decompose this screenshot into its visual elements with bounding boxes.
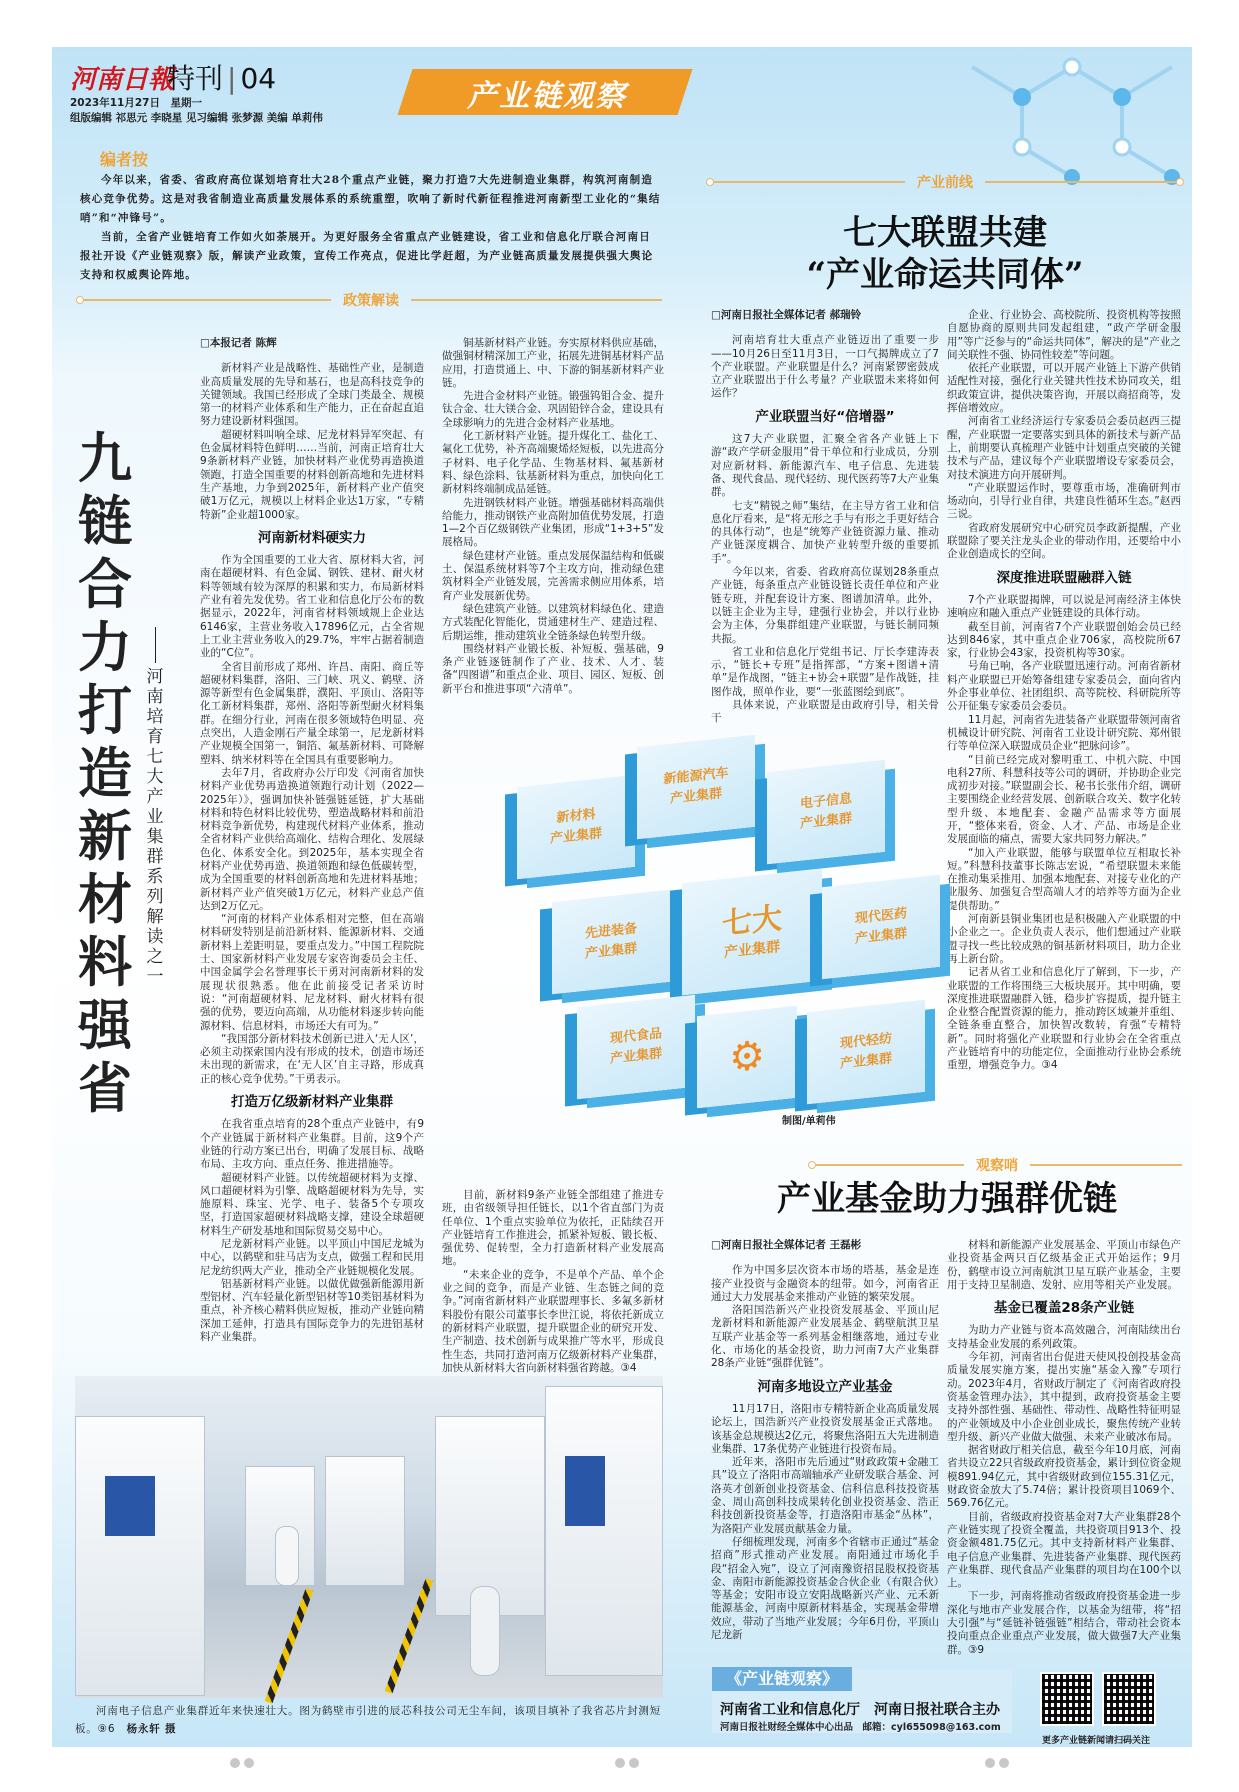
section-divider-policy (80, 292, 662, 308)
editor-note-paragraph: 当前，全省产业链培育工作如火如荼展开。为更好服务全省重点产业链建设，省工业和信息化厅联合河南日报社开设《产业链观察》版，解读产业政策，宣传工作亮点，促进比学赶超，为产业链高质量发展提供强大舆论支持和权威舆论阵地。 (80, 231, 654, 281)
qr-code[interactable] (1102, 1672, 1156, 1726)
paragraph: 超硬材料叫响全球、尼龙材料异军突起、有色金属材料特色鲜明……当前，河南正培育壮大9条新材料产业链，加快材料产业优势再造换道领跑，打造全国重要的材料创新高地和先进材料生产基地，力争到2025年，新材料产业产值突破1万亿元，规模以上材料企业达1万家，“专精特新”企业超1000家。 (200, 428, 424, 521)
paragraph: 尼龙新材料产业链。以平顶山中国尼龙城为中心，以鹤壁和驻马店为支点，做强工程和民用尼龙纺织两大产业，推动全产业链规模化发展。 (200, 1238, 424, 1277)
subheading: 河南多地设立产业基金 (757, 1378, 893, 1395)
paragraph: 绿色建材产业链。重点发展保温结构和低碳土、保温系统材料等7个主攻方向，推动绿色建筑材料全产业链发展，完善需求侧应用体系，培育产业发展新优势。 (442, 549, 664, 602)
column-banner: 产业链观察 (467, 79, 627, 114)
editor-note-paragraph: 今年以来，省委、省政府高位谋划培育壮大28个重点产业链，聚力打造7大先进制造业集群，构筑河南制造核心竞争优势。这是对我省制造业高质量发展体系的系统重塑，吹响了新时代新征程推进河南新型工业化的“集结哨”和“冲锋号”。 (80, 174, 661, 224)
paragraph: 号角已响，各产业联盟迅速行动。河南省新材料产业联盟已开始筹备组建专家委员会，面向省内外企事业单位、社团组织、高等院校、科研院所等公开征集专家委员会委员。 (947, 660, 1181, 713)
policy-column-1 (200, 337, 424, 1367)
subtitle-text: 河南培育七大产业集群系列解读之一 (146, 667, 164, 987)
paragraph: 11月17日，洛阳市专精特新企业高质量发展论坛上，国浩新兴产业投资发展基金正式落地。该基金总规模达2亿元，将聚焦洛阳五大先进制造业集群、17条优势产业链进行投资布局。 (711, 1402, 939, 1455)
paragraph: 今年以来，省委、省政府高位谋划28条重点产业链，每条重点产业链设链长责任单位和产业链专班，并配套设计方案、图谱加清单。此外，以链主企业为主导，建强行业协会，并以行业协会为主体，分集群组建产业联盟，与链长制同频共振。 (711, 566, 939, 645)
tile-label: 现代食品 (609, 1026, 662, 1047)
paragraph: 仔细梳理发现，河南多个省辖市正通过“基金招商”形式推动产业发展。南阳通过市场化手段“招金入宛”，设立了河南豫资招昆股权投资基金、南阳市新能源投资基金合伙企业（有限合伙）等基金；安阳市设立安阳战略新兴产业、元禾新能源基金，河南中原新材料基金，实现基金带增效应，带动了当地产业发展；今年6月份，平顶山尼龙新 (711, 1535, 939, 1642)
paragraph: 企业、行业协会、高校院所、投资机构等按照自愿协商的原则共同发起组建，“政产学研金服用”等广泛参与的“命运共同体”，解决的是“产业之间关联性不强、协同性较差”等问题。 (947, 309, 1181, 361)
paragraph: 下一步，河南将推动省级政府投资基金进一步深化与地市产业发展合作，以基金为纽带，将“招大引强”与“延链补链强链”相结合，带动社会资本投向重点企业重点产业发展，做大做强7大产业集群。③9 (947, 1590, 1181, 1656)
tile-label: 新材料 (556, 806, 596, 827)
tile-label: 现代医药 (854, 906, 907, 927)
tile-modern-food (577, 995, 695, 1099)
byline: □本报记者 陈辉 (200, 337, 277, 349)
frontline-headline (710, 212, 1180, 296)
paragraph: 围绕材料产业锻长板、补短板、强基础，9条产业链逐链制作了产业、技术、人才、装备“四图谱”和重点企业、项目、园区、短板、创新平台和推进事项“六清单”。 (442, 642, 664, 695)
center-label-big: 七大 (722, 900, 782, 943)
paragraph: 这7大产业联盟，汇聚全省各产业链上下游“政产学研金服用”骨干单位和行业成员，分别对应新材料、新能源汽车、电子信息、先进装备、现代食品、现代轻纺、现代医药等7大产业集群。 (711, 433, 939, 499)
paragraph: 为助力产业链与资本高效融合，河南陆续出台支持基金业发展的系列政策。 (947, 1324, 1181, 1350)
tile-new-energy-vehicles (637, 735, 755, 839)
policy-column-2-bottom (442, 1189, 664, 1374)
section-page-label: 特刊 | 04 (167, 62, 277, 95)
page-dots (615, 1758, 639, 1768)
tile-advanced-equipment (552, 890, 670, 994)
section-name: 特刊 (167, 62, 224, 95)
tile-label: 新能源汽车 (663, 765, 729, 788)
paragraph: 去年7月，省政府办公厅印发《河南省加快材料产业优势再造换道领跑行动计划（2022—2025年）》，强调加快补链强链延链，扩大基础材料和特色材料比较优势，塑造战略材料和前沿材料竞争新优势，构建现代材料产业体系，推动全省材料产业供给高端化、结构合理化、发展绿色化、体系安全化。到2025年，基本实现全省材料产业优势再造、换道领跑和绿色低碳转型，成为全国重要的材料创新高地和先进材料基地；新材料产业产值突破1万亿元，材料产业总产值达到2万亿元。 (200, 766, 424, 912)
paragraph: 作为全国重要的工业大省、原材料大省，河南在超硬材料、有色金属、钢铁、建材、耐火材料等领域有较为深厚的积累和实力，布局新材料产业有着先发优势。省工业和信息化厅公布的数据显示，2022年，河南省材料领域规上企业达6146家，主营业务收入17896亿元，占全省规上工业主营业务收入的29.7%，牢牢占据着制造业的“C位”。 (200, 554, 424, 660)
subheading: 基金已覆盖28条产业链 (993, 1300, 1135, 1317)
photo-credit: 杨永轩 摄 (126, 1723, 177, 1735)
page-dots (985, 1758, 1009, 1768)
section-divider-frontline (710, 174, 1180, 190)
section-label: 政策解读 (343, 293, 399, 309)
paragraph: “产业联盟运作时，要尊重市场，准确研判市场动向，引导行业自律，共建良性循环生态。”赵西三说。 (947, 481, 1181, 521)
observe-column-2 (947, 1239, 1181, 1659)
photo-caption (75, 1702, 665, 1738)
paragraph: 今年初，河南省出台促进天使风投创投基金高质量发展实施方案，提出实施“基金入豫”专项行动。2023年4月，省财政厅制定了《河南省政府投资基金管理办法》，其中提到，政府投资基金主要支持外部性强、基础性、带动性、战略性特征明显的产业领域及中小企业创业成长，聚焦传统产业转型升级、新兴产业做大做强、未来产业破冰布局。 (947, 1351, 1181, 1443)
tile-label: 产业集群 (609, 1046, 662, 1067)
page-dots (230, 1758, 254, 1768)
editor-note-title: 编者按 (100, 150, 149, 169)
paragraph: 依托产业联盟，可以开展产业链上下游产供销适配性对接，强化行业关键共性技术协同攻关，组织政策宣讲，提供决策咨询，开展以商招商等，发挥倍增效应。 (947, 362, 1181, 415)
paragraph: “目前已经完成对黎明重工、中机六院、中国电科27所、科慧科技等公司的调研，并协助企业完成初步对接。”联盟副会长、秘书长张伟介绍，调研主要围绕企业经营发展、创新联合攻关、数字化转型升级、本地配套、金融产品需求等方面展开，“整体来看，资金、人才、产品、市场是企业发展面临的痛点，需要大家共同努力解决。” (947, 753, 1181, 846)
tile-gears (697, 1006, 797, 1109)
editor-credits: 组版编辑 祁思元 李晓星 见习编辑 张梦源 美编 单莉伟 (70, 112, 323, 124)
paragraph: 11月起，河南省先进装备产业联盟带领河南省机械设计研究院、河南省工业设计研究院、郑州银行等单位深入联盟成员企业“把脉问诊”。 (947, 713, 1181, 753)
organizers: 河南省工业和信息化厅 河南日报社联合主办 (720, 1702, 1000, 1718)
tile-label: 先进装备 (584, 921, 637, 942)
paragraph: 七支“精锐之师”集结，在主导方省工业和信息化厅看来，是“将无形之手与有形之手更好结合的具体行动”，也是“统筹产业链资源力量、推动产业链深度耦合、加快产业转型升级的重要抓手”。 (711, 499, 939, 565)
section-label: 产业前线 (917, 175, 973, 191)
qr-code[interactable] (1040, 1672, 1094, 1726)
tile-label: 产业集群 (549, 826, 602, 847)
paragraph: 目前，新材料9条产业链全部组建了推进专班，由省级领导担任链长，以1个省直部门为责任单位、1个重点实验单位为依托，正陆续召开产业链培育工作推进会，抓紧补短板、锻长板、强优势、促转型，全力打造新材料产业发展高地。 (442, 1189, 664, 1268)
tile-seven-clusters (682, 869, 822, 996)
policy-subtitle (144, 627, 166, 987)
tile-label: 产业集群 (854, 926, 907, 947)
paragraph: “河南的材料产业体系相对完整，但在高端材料研发特别是前沿新材料、能源新材料、交通新材料上差距明显，要重点发力。”中国工程院院士、国家新材料产业发展专家咨询委员会主任、中国金属学会名誉理事长干勇对河南新材料的发展现状很熟悉。他在此前接受记者采访时说：“河南超硬材料、尼龙材料、耐火材料有很强的优势，要迈向高端，从功能材料逐步转向能源材料、信息材料，市场还大有可为。” (200, 913, 424, 1032)
paragraph: 洛阳国浩新兴产业投资发展基金、平顶山尼龙新材料和新能源产业发展基金、鹤壁航淇卫星互联产业基金等一系列基金相继落地，通过专业化、市场化的基金投资，助力河南7大产业集群28条产业链“强群优链”。 (711, 1304, 939, 1370)
paragraph: “我国部分新材料技术创新已进入‘无人区’，必须主动探索国内没有形成的技术，创造市场还未出现的新需求，在‘无人区’自主寻路，形成真正的核心竞争优势。”干勇表示。 (200, 1032, 424, 1085)
issue-date: 2023年11月27日 星期一 (70, 97, 202, 109)
paragraph: 全省目前形成了郑州、许昌、南阳、商丘等超硬材料集群，洛阳、三门峡、巩义、鹤壁、济源等新型有色金属集群，濮阳、平顶山、洛阳等化工新材料集群，郑州、洛阳等新型耐火材料集群。在细分行业，河南在很多领域特色明显、亮点突出，人造金刚石产量全球第一，尼龙新材料产业规模全国第一，铜箔、氟基新材料、可降解塑料、纳米材料等在全国具有重要影响力。 (200, 660, 424, 766)
tile-modern-textile (807, 1000, 925, 1104)
headline-line-1: 七大联盟共建 (843, 213, 1047, 253)
tile-label: 电子信息 (799, 791, 852, 812)
tile-electronic-info (767, 760, 885, 864)
observe-headline: 产业基金助力强群优链 (777, 1179, 1117, 1219)
paragraph: 铝基新材料产业链。以做优做强新能源用新型铝材、汽车轻量化新型铝材等10类铝基材料为重点，补齐核心精料供应短板，推动产业链向精深加工延伸，打造具有国际竞争力的先进铝基材料产业集群。 (200, 1277, 424, 1344)
cleanroom-photo (75, 1376, 663, 1698)
policy-headline: 九链合力打造新材料强省 (78, 426, 132, 1120)
producer-email: 河南日报社财经全媒体中心出品 邮箱：cyl655098@163.com (720, 1722, 1001, 1733)
paragraph: “加入产业联盟，能够与联盟单位互相取长补短。”科慧科技董事长陈志宏说，“希望联盟未来能在推动集采推用、加强本地配套、对接专业化的产业服务、加强复合型高端人才的培养等方面为企业提供帮助。” (947, 846, 1181, 912)
paragraph: 省工业和信息化厅党组书记、厅长李建涛表示，“链长+专班”是指挥部，“方案+图谱+清单”是作战图，“链主+协会+联盟”是作战链，挂图作战，照单作业，要“一张蓝图绘到底”。 (711, 645, 939, 698)
section-label: 观察哨 (976, 1158, 1018, 1174)
paragraph: 近年来，洛阳市先后通过“财政政策+金融工具”设立了洛阳市高端轴承产业研发联合基金、河洛英才创新创业投资基金、信科信息科技投资基金、周山高创科技成果转化创业投资基金、浩正科技创新投资基金等，打造洛阳市基金“丛林”，为洛阳产业发展贡献基金力量。 (711, 1456, 939, 1535)
page-number: 04 (240, 62, 277, 95)
tile-label: 产业集群 (669, 786, 722, 807)
paragraph: “未来企业的竞争，不是单个产品、单个企业之间的竞争，而是产业链、生态链之间的竞争。”河南省新材料产业联盟理事长、多氟多新材料股份有限公司董事长李世江说，将依托新成立的新材料产业联盟，提升联盟企业的研究开发、生产制造、技术创新与成果推广等水平，形成良性生态，共同打造河南万亿级新材料产业集群，加快从新材料大省向新材料强省跨越。③4 (442, 1268, 664, 1374)
column-tag: 《产业链观察》 (712, 1667, 852, 1691)
graphic-credit: 制图/单莉伟 (782, 1116, 836, 1127)
paragraph: 具体来说，产业联盟是由政府引导，相关骨干 (711, 699, 939, 725)
byline: □河南日报社全媒体记者 郝瑞铃 (711, 309, 862, 321)
byline: □河南日报社全媒体记者 王磊彬 (711, 1239, 862, 1251)
paragraph: 7个产业联盟揭牌，可以说是河南经济主体快速响应和融入重点产业链建设的具体行动。 (947, 593, 1181, 620)
newspaper-logo: 河南日報 (70, 65, 175, 95)
frontline-column-1 (711, 309, 939, 725)
paragraph: 河南省工业经济运行专家委员会委员赵西三提醒，产业联盟一定要落实到具体的新技术与新产品上，前期要认真梳理产业链中计划重点突破的关键技术与产品，建议每个产业联盟增设专家委员会，对技术演进方向开展研判。 (947, 415, 1181, 481)
center-label: 产业集群 (724, 939, 780, 961)
paragraph: 作为中国多层次资本市场的塔基，基金是连接产业投资与金融资本的纽带。如今，河南省正通过大力发展基金来推动产业链的繁荣发展。 (711, 1264, 939, 1303)
paragraph: 先进合金材料产业链。锻强钨钼合金、提升钛合金、壮大镁合金、巩固铅锌合金，建设具有全球影响力的先进合金材料产业基地。 (442, 390, 664, 429)
frontline-column-2 (947, 309, 1181, 1119)
paragraph: 在我省重点培育的28个重点产业链中，有9个产业链属于新材料产业集群。目前，这9个产业链的行动方案已出台，明确了发展目标、战略布局、主攻方向、重点任务、推进措施等。 (200, 1118, 424, 1171)
paragraph: 省政府发展研究中心研究员李政新提醒，产业联盟除了要关注龙头企业的带动作用，还要给中小企业创造成长的空间。 (947, 521, 1181, 561)
tile-label: 产业集群 (584, 941, 637, 962)
paragraph: 新材料产业是战略性、基础性产业，是制造业高质量发展的先导和基石，也是高科技竞争的关键领域。我国已经形成了全球门类最全、规模第一的材料产业体系和生产能力，正在奋起直追努力建设新材料强国。 (200, 362, 424, 428)
paragraph: 铜基新材料产业链。夯实原材料供应基础，做强铜材精深加工产业，拓展先进铜基材料产品应用，打造贯通上、中、下游的铜基新材料产业链。 (442, 337, 664, 389)
subheading: 河南新材料硬实力 (258, 529, 366, 546)
caption-text: 河南电子信息产业集群近年来快速壮大。图为鹤壁市引进的辰芯科技公司无尘车间，该项目填补了我省芯片封测短板。⑨6 (75, 1705, 661, 1735)
headline-line-2: “产业命运共同体” (806, 255, 1084, 295)
paragraph: 超硬材料产业链。以传统超硬材料为支撑、风口超硬材料为引擎、战略超硬材料为先导，实施原料、珠宝、光学、电子、装备5个专项攻坚，打造国家超硬材料战略支撑，建设全球超硬材料生产研发基地和国际贸易交易中心。 (200, 1171, 424, 1237)
editor-note (80, 171, 662, 285)
paragraph: 河南培育壮大重点产业链迈出了重要一步——10月26日至11月3日，一口气揭牌成立了7个产业联盟。产业联盟是什么？河南紧锣密鼓成立产业联盟出于什么考量？产业联盟未来将如何运作？ (711, 334, 939, 400)
paragraph: 目前，省级政府投资基金对7大产业集群28个产业链实现了投资全覆盖，共投资项目913个、投资金额481.75亿元。其中支持新材料产业集群、电子信息产业集群、先进装备产业集群、现代医药产业集群、现代食品产业集群的项目均在100个以上。 (947, 1510, 1181, 1590)
tile-label: 产业集群 (839, 1051, 892, 1072)
gear-icon: ⚙ (729, 1032, 765, 1082)
subheading: 产业联盟当好“倍增器” (755, 408, 895, 425)
observe-column-1 (711, 1239, 939, 1659)
seven-clusters-graphic (447, 711, 927, 1131)
policy-column-2-top (442, 337, 664, 707)
paragraph: 记者从省工业和信息化厅了解到，下一步，产业联盟的工作将围绕三大板块展开。其中明确，要深度推进联盟融群入链，稳步扩容提质，提升链主企业整合配置资源的能力，推动跨区域兼并重组、全链条垂直整合，加快智改数转，育强“专精特新”。同时将强化产业联盟和行业协会在全省重点产业链培育中的功能定位，全面推动行业协会系统重塑，增强竞争力。③4 (947, 966, 1181, 1072)
tile-modern-medicine (822, 875, 940, 979)
qr-caption: 更多产业链新闻请扫码关注 (1042, 1736, 1151, 1746)
paragraph: 材料和新能源产业发展基金、平顶山市绿色产业投资基金两只百亿级基金正式开始运作；9月份，鹤壁市设立河南航淇卫星互联产业基金，主要用于支持卫星制造、发射、应用等相关产业发展。 (947, 1239, 1181, 1291)
paragraph: 河南新县铜业集团也是积极融入产业联盟的中小企业之一。企业负责人表示，他们想通过产业联盟寻找一些比较成熟的铜基新材料项目，助力企业再上新台阶。 (947, 913, 1181, 965)
paragraph: 据省财政厅相关信息，截至今年10月底，河南省共设立22只省级政府投资基金，累计到位资金规模891.94亿元，其中省级财政到位155.31亿元，财政资金放大了5.74倍；累计投资项目1069个、569.76亿元。 (947, 1444, 1181, 1510)
paragraph: 绿色建筑产业链。以建筑材料绿色化、建造方式装配化智能化，贯通建材生产、建造过程、后期运维，推动建筑业全链条绿色转型升级。 (442, 602, 664, 642)
tile-label: 产业集群 (799, 811, 852, 832)
paragraph: 化工新材料产业链。提升煤化工、盐化工、氟化工优势，补齐高端聚烯烃短板，以先进高分子材料、电子化学品、生物基材料、氟基新材料、绿色涂料、钛基新材料为重点，加快向化工新材料终端制成品延链。 (442, 430, 664, 496)
tile-label: 现代轻纺 (839, 1031, 892, 1052)
subheading: 深度推进联盟融群入链 (996, 569, 1132, 586)
section-divider-observe (812, 1157, 1182, 1173)
tile-new-materials (517, 775, 635, 879)
subheading: 打造万亿级新材料产业集群 (231, 1094, 393, 1111)
paragraph: 截至目前，河南省7个产业联盟创始会员已经达到846家，其中重点企业706家，高校院所67家，行业协会43家，投资机构等30家。 (947, 620, 1181, 660)
newspaper-page (52, 47, 1192, 1747)
paragraph: 先进钢铁材料产业链。增强基础材料高端供给能力，推动钢铁产业高附加值优势发展，打造1—2个百亿级钢铁产业集团，形成“1+3+5”发展格局。 (442, 496, 664, 549)
